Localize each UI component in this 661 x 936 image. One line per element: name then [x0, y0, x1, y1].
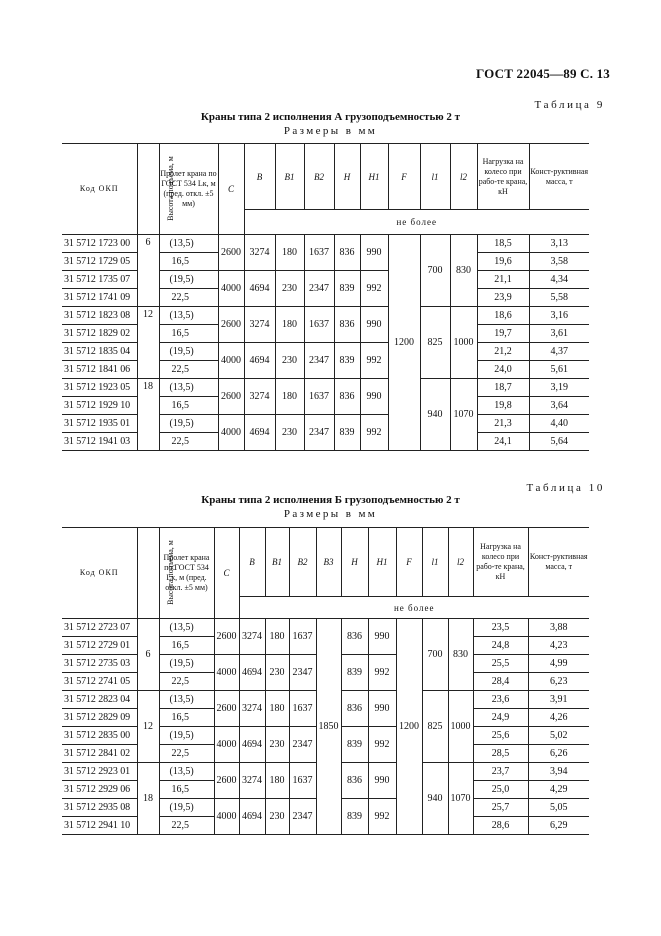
- col-load: Нагрузка на колесо при рабо-те крана, кН: [473, 528, 528, 597]
- table-cell: (13,5): [159, 619, 214, 637]
- table-cell: 2600: [214, 763, 239, 799]
- col-B3: B3: [316, 528, 341, 597]
- col-l1: l1: [420, 144, 450, 210]
- table-row: 31 5712 1729 05: [62, 253, 137, 271]
- col-B2: B2: [289, 528, 316, 597]
- table-cell: 3274: [244, 235, 275, 271]
- table-cell: 836: [334, 235, 360, 271]
- col-span: Пролет крана по ГОСТ 534 Lк, м (пред. откл. ±5 мм): [159, 528, 214, 619]
- table-cell: 839: [334, 271, 360, 307]
- table-cell: 25,7: [473, 799, 528, 817]
- table-cell: 4,37: [529, 343, 589, 361]
- table-cell: 2600: [218, 379, 244, 415]
- table-cell: 25,5: [473, 655, 528, 673]
- table-cell: 4,29: [528, 781, 589, 799]
- table9: [62, 143, 589, 451]
- table-row: 31 5712 1823 08: [62, 307, 137, 325]
- table-cell: 3274: [239, 619, 265, 655]
- table-row: 31 5712 2941 10: [62, 817, 137, 835]
- table-cell: 24,0: [477, 361, 529, 379]
- table10-title: Краны типа 2 исполнения Б грузоподъемностью 2 т: [201, 494, 460, 506]
- height-value: 6: [137, 619, 159, 691]
- table-cell: 4,40: [529, 415, 589, 433]
- table-row: 31 5712 2835 00: [62, 727, 137, 745]
- table-cell: 4000: [214, 655, 239, 691]
- table-cell: 19,7: [477, 325, 529, 343]
- table-cell: 18,5: [477, 235, 529, 253]
- col-mass: Конст-руктивная масса, т: [528, 528, 589, 597]
- table-cell: 700: [420, 235, 450, 307]
- table-cell: 25,0: [473, 781, 528, 799]
- table-cell: 16,5: [159, 325, 218, 343]
- table-cell: 19,6: [477, 253, 529, 271]
- table-cell: 21,3: [477, 415, 529, 433]
- table-cell: (19,5): [159, 415, 218, 433]
- table-cell: 24,1: [477, 433, 529, 451]
- table-cell: 16,5: [159, 781, 214, 799]
- table-cell: 4000: [218, 343, 244, 379]
- table9-dims: Размеры в мм: [283, 125, 378, 137]
- col-height: Высота подъема, м: [137, 144, 159, 235]
- height-value: 6: [137, 235, 159, 307]
- table-cell: 1637: [304, 235, 334, 271]
- table-row: 31 5712 1735 07: [62, 271, 137, 289]
- col-l2: l2: [450, 144, 477, 210]
- col-l2: l2: [448, 528, 473, 597]
- table-row: 31 5712 1829 02: [62, 325, 137, 343]
- table-cell: 16,5: [159, 637, 214, 655]
- table-cell: 836: [334, 379, 360, 415]
- table-cell: 3,91: [528, 691, 589, 709]
- no-more-label: не более: [239, 597, 589, 619]
- table-cell: 180: [275, 235, 304, 271]
- table-cell: 180: [265, 763, 289, 799]
- table-cell: 830: [448, 619, 473, 691]
- table-cell: 1637: [304, 379, 334, 415]
- table-row: 31 5712 1841 06: [62, 361, 137, 379]
- table-cell: 28,4: [473, 673, 528, 691]
- table-cell: 1000: [448, 691, 473, 763]
- table9-title: Краны типа 2 исполнения А грузоподъемностью 2 т: [200, 111, 461, 123]
- table-cell: 22,5: [159, 745, 214, 763]
- table-cell: 836: [341, 619, 368, 655]
- table-cell: 839: [334, 415, 360, 451]
- table-cell: 230: [275, 415, 304, 451]
- table-row: 31 5712 2741 05: [62, 673, 137, 691]
- col-H: H: [334, 144, 360, 210]
- table-row: 31 5712 1741 09: [62, 289, 137, 307]
- table-cell: 23,7: [473, 763, 528, 781]
- table-cell: 2600: [214, 619, 239, 655]
- table9-number: Таблица 9: [534, 99, 605, 111]
- table-cell: (13,5): [159, 691, 214, 709]
- table-cell: 18,7: [477, 379, 529, 397]
- table-cell: 28,6: [473, 817, 528, 835]
- table-cell: 992: [360, 343, 388, 379]
- table-cell: 825: [420, 307, 450, 379]
- table-row: 31 5712 1835 04: [62, 343, 137, 361]
- table-cell: 839: [341, 727, 368, 763]
- table-cell: 5,61: [529, 361, 589, 379]
- table-cell: 28,5: [473, 745, 528, 763]
- col-F: F: [388, 144, 420, 210]
- table-cell: 990: [360, 235, 388, 271]
- table-cell: 836: [341, 763, 368, 799]
- col-C: C: [218, 144, 244, 235]
- table-cell: 3,19: [529, 379, 589, 397]
- B3-value: 1850: [316, 619, 341, 835]
- table-row: 31 5712 2841 02: [62, 745, 137, 763]
- table-cell: (19,5): [159, 727, 214, 745]
- table-cell: 24,9: [473, 709, 528, 727]
- table-cell: 992: [360, 271, 388, 307]
- table-cell: 2347: [289, 799, 316, 835]
- table-cell: 6,29: [528, 817, 589, 835]
- table-cell: 990: [368, 763, 396, 799]
- no-more-label: не более: [244, 210, 589, 235]
- table-cell: 180: [265, 619, 289, 655]
- col-B1: B1: [265, 528, 289, 597]
- table-cell: 23,6: [473, 691, 528, 709]
- col-F: F: [396, 528, 422, 597]
- table-cell: 21,2: [477, 343, 529, 361]
- table-cell: 3,58: [529, 253, 589, 271]
- table-cell: 1637: [289, 691, 316, 727]
- table-cell: 4000: [218, 271, 244, 307]
- col-B2: B2: [304, 144, 334, 210]
- table-cell: 990: [360, 307, 388, 343]
- table-cell: 2347: [304, 271, 334, 307]
- table-cell: 23,5: [473, 619, 528, 637]
- table-cell: 3,88: [528, 619, 589, 637]
- table-cell: 940: [420, 379, 450, 451]
- table-cell: 940: [422, 763, 448, 835]
- table-cell: 836: [341, 691, 368, 727]
- table-cell: 4694: [244, 343, 275, 379]
- table-row: 31 5712 2723 07: [62, 619, 137, 637]
- table-cell: 825: [422, 691, 448, 763]
- table-cell: 700: [422, 619, 448, 691]
- table-cell: 180: [265, 691, 289, 727]
- table-cell: 992: [368, 799, 396, 835]
- table-cell: 22,5: [159, 361, 218, 379]
- table-cell: 1637: [289, 619, 316, 655]
- col-mass: Конст-руктивная масса, т: [529, 144, 589, 210]
- table-cell: 3274: [239, 691, 265, 727]
- table-cell: 24,8: [473, 637, 528, 655]
- table-cell: 230: [265, 655, 289, 691]
- table-cell: 839: [341, 799, 368, 835]
- table-cell: 3274: [244, 379, 275, 415]
- col-height: Высота подъема, м: [137, 528, 159, 619]
- table-row: 31 5712 2929 06: [62, 781, 137, 799]
- table-cell: 2347: [289, 727, 316, 763]
- table-cell: 22,5: [159, 673, 214, 691]
- table-cell: 22,5: [159, 289, 218, 307]
- table-cell: 3,61: [529, 325, 589, 343]
- table-row: 31 5712 2923 01: [62, 763, 137, 781]
- col-span: Пролет крана по ГОСТ 534 Lк, м (пред. откл. ±5 мм): [159, 144, 218, 235]
- table-cell: 4694: [239, 727, 265, 763]
- table-row: 31 5712 1935 01: [62, 415, 137, 433]
- table-cell: 990: [368, 619, 396, 655]
- table-cell: (19,5): [159, 799, 214, 817]
- table-cell: 992: [368, 655, 396, 691]
- table-row: 31 5712 2729 01: [62, 637, 137, 655]
- table-row: 31 5712 1923 05: [62, 379, 137, 397]
- table-cell: 2600: [218, 307, 244, 343]
- table10-number: Таблица 10: [526, 482, 605, 494]
- table-cell: 3,13: [529, 235, 589, 253]
- table-cell: 4,99: [528, 655, 589, 673]
- table10: [62, 527, 589, 835]
- col-H1: H1: [368, 528, 396, 597]
- table-cell: 22,5: [159, 433, 218, 451]
- table-cell: (13,5): [159, 763, 214, 781]
- table-cell: 3,94: [528, 763, 589, 781]
- table-cell: (19,5): [159, 343, 218, 361]
- table-cell: 5,02: [528, 727, 589, 745]
- table-cell: 16,5: [159, 709, 214, 727]
- table-cell: 839: [334, 343, 360, 379]
- table-cell: 1070: [450, 379, 477, 451]
- table-cell: 4000: [214, 799, 239, 835]
- table-cell: 1637: [304, 307, 334, 343]
- table-cell: 180: [275, 307, 304, 343]
- table-cell: (13,5): [159, 235, 218, 253]
- table-cell: 4694: [239, 799, 265, 835]
- table-cell: 4000: [218, 415, 244, 451]
- table-row: 31 5712 2829 09: [62, 709, 137, 727]
- table-cell: 4000: [214, 727, 239, 763]
- col-B1: B1: [275, 144, 304, 210]
- table-cell: 990: [368, 691, 396, 727]
- table-cell: 2347: [304, 415, 334, 451]
- table-cell: 25,6: [473, 727, 528, 745]
- table-cell: 19,8: [477, 397, 529, 415]
- col-l1: l1: [422, 528, 448, 597]
- page-header: ГОСТ 22045—89 С. 13: [476, 66, 610, 81]
- table-cell: 5,58: [529, 289, 589, 307]
- table-cell: 1070: [448, 763, 473, 835]
- table-cell: 2347: [304, 343, 334, 379]
- table-cell: 1000: [450, 307, 477, 379]
- table-cell: 5,05: [528, 799, 589, 817]
- table-cell: 2347: [289, 655, 316, 691]
- table-row: 31 5712 1723 00: [62, 235, 137, 253]
- table-cell: 230: [265, 727, 289, 763]
- table-cell: 230: [275, 271, 304, 307]
- table-cell: (19,5): [159, 655, 214, 673]
- table-cell: 3,64: [529, 397, 589, 415]
- height-value: 12: [137, 691, 159, 763]
- col-B: B: [239, 528, 265, 597]
- col-H: H: [341, 528, 368, 597]
- table-cell: 992: [368, 727, 396, 763]
- table-cell: 230: [275, 343, 304, 379]
- F-value: 1200: [388, 235, 420, 451]
- table-cell: (13,5): [159, 379, 218, 397]
- table-cell: 18,6: [477, 307, 529, 325]
- F-value: 1200: [396, 619, 422, 835]
- table-cell: 4694: [244, 271, 275, 307]
- table-cell: 3274: [239, 763, 265, 799]
- table-cell: 3274: [244, 307, 275, 343]
- col-load: Нагрузка на колесо при рабо-те крана, кН: [477, 144, 529, 210]
- table-row: 31 5712 2735 03: [62, 655, 137, 673]
- table-cell: 21,1: [477, 271, 529, 289]
- table-cell: 4694: [244, 415, 275, 451]
- col-code: Код ОКП: [62, 144, 137, 235]
- height-value: 18: [137, 763, 159, 835]
- table-cell: 990: [360, 379, 388, 415]
- table10-dims: Размеры в мм: [283, 508, 378, 520]
- table-cell: 839: [341, 655, 368, 691]
- table-cell: 992: [360, 415, 388, 451]
- table-cell: 2600: [214, 691, 239, 727]
- table-cell: 6,23: [528, 673, 589, 691]
- table-cell: 6,26: [528, 745, 589, 763]
- table-cell: 830: [450, 235, 477, 307]
- table-cell: 3,16: [529, 307, 589, 325]
- col-code: Код ОКП: [62, 528, 137, 619]
- table-cell: 180: [275, 379, 304, 415]
- table-cell: 16,5: [159, 397, 218, 415]
- table-cell: 22,5: [159, 817, 214, 835]
- table-cell: 5,64: [529, 433, 589, 451]
- table-row: 31 5712 2823 04: [62, 691, 137, 709]
- table-cell: 4,26: [528, 709, 589, 727]
- table-cell: 1637: [289, 763, 316, 799]
- col-H1: H1: [360, 144, 388, 210]
- col-C: C: [214, 528, 239, 619]
- table-cell: (19,5): [159, 271, 218, 289]
- table-row: 31 5712 1929 10: [62, 397, 137, 415]
- table-cell: 4694: [239, 655, 265, 691]
- height-value: 18: [137, 379, 159, 451]
- table-cell: 4,34: [529, 271, 589, 289]
- height-value: 12: [137, 307, 159, 379]
- table-cell: (13,5): [159, 307, 218, 325]
- table-cell: 2600: [218, 235, 244, 271]
- table-cell: 836: [334, 307, 360, 343]
- table-cell: 230: [265, 799, 289, 835]
- table-row: 31 5712 2935 08: [62, 799, 137, 817]
- col-B: B: [244, 144, 275, 210]
- table-cell: 23,9: [477, 289, 529, 307]
- table-cell: 4,23: [528, 637, 589, 655]
- table-cell: 16,5: [159, 253, 218, 271]
- table-row: 31 5712 1941 03: [62, 433, 137, 451]
